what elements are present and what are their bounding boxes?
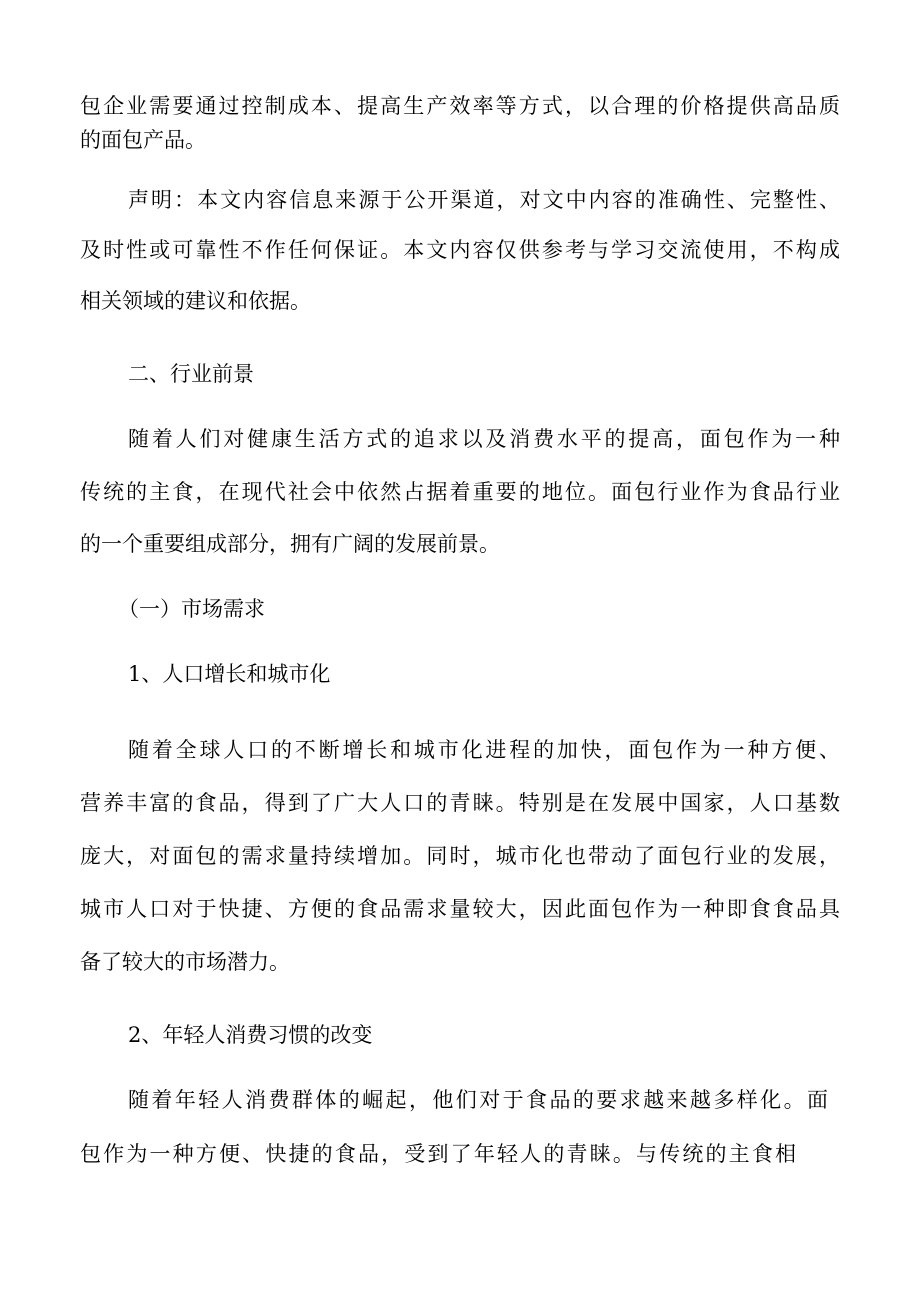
paragraph-line: 营养丰富的食品，得到了广大人口的青睐。特别是在发展中国家，人口基数	[80, 791, 840, 815]
disclaimer-line: 及时性或可靠性不作任何保证。本文内容仅供参考与学习交流使用，不构成	[80, 238, 840, 262]
paragraph-line: 随着年轻人消费群体的崛起，他们对于食品的要求越来越多样化。面	[128, 1088, 828, 1112]
paragraph-line: 庞大，对面包的需求量持续增加。同时，城市化也带动了面包行业的发展，	[80, 844, 840, 868]
paragraph-line: 随着全球人口的不断增长和城市化进程的加快，面包作为一种方便、	[128, 738, 840, 762]
disclaimer-line: 相关领域的建议和依据。	[80, 289, 311, 313]
paragraph-line: 城市人口对于快捷、方便的食品需求量较大，因此面包作为一种即食食品具	[80, 897, 840, 921]
subsection-heading: 2、年轻人消费习惯的改变	[128, 1023, 373, 1047]
disclaimer-line: 声明：本文内容信息来源于公开渠道，对文中内容的准确性、完整性、	[128, 188, 840, 212]
paragraph-line: 包作为一种方便、快捷的食品，受到了年轻人的青睐。与传统的主食相	[80, 1142, 796, 1166]
subsection-heading: 1、人口增长和城市化	[128, 662, 331, 686]
paragraph-line: 的一个重要组成部分，拥有广阔的发展前景。	[80, 532, 500, 556]
subsection-heading: （一）市场需求	[118, 597, 265, 621]
section-heading: 二、行业前景	[128, 362, 254, 386]
paragraph-line: 备了较大的市场潜力。	[80, 950, 290, 974]
paragraph-line: 包企业需要通过控制成本、提高生产效率等方式，以合理的价格提供高品质	[80, 94, 840, 118]
paragraph-line: 的面包产品。	[80, 128, 206, 152]
paragraph-line: 随着人们对健康生活方式的追求以及消费水平的提高，面包作为一种	[128, 427, 840, 451]
paragraph-line: 传统的主食，在现代社会中依然占据着重要的地位。面包行业作为食品行业	[80, 480, 840, 504]
